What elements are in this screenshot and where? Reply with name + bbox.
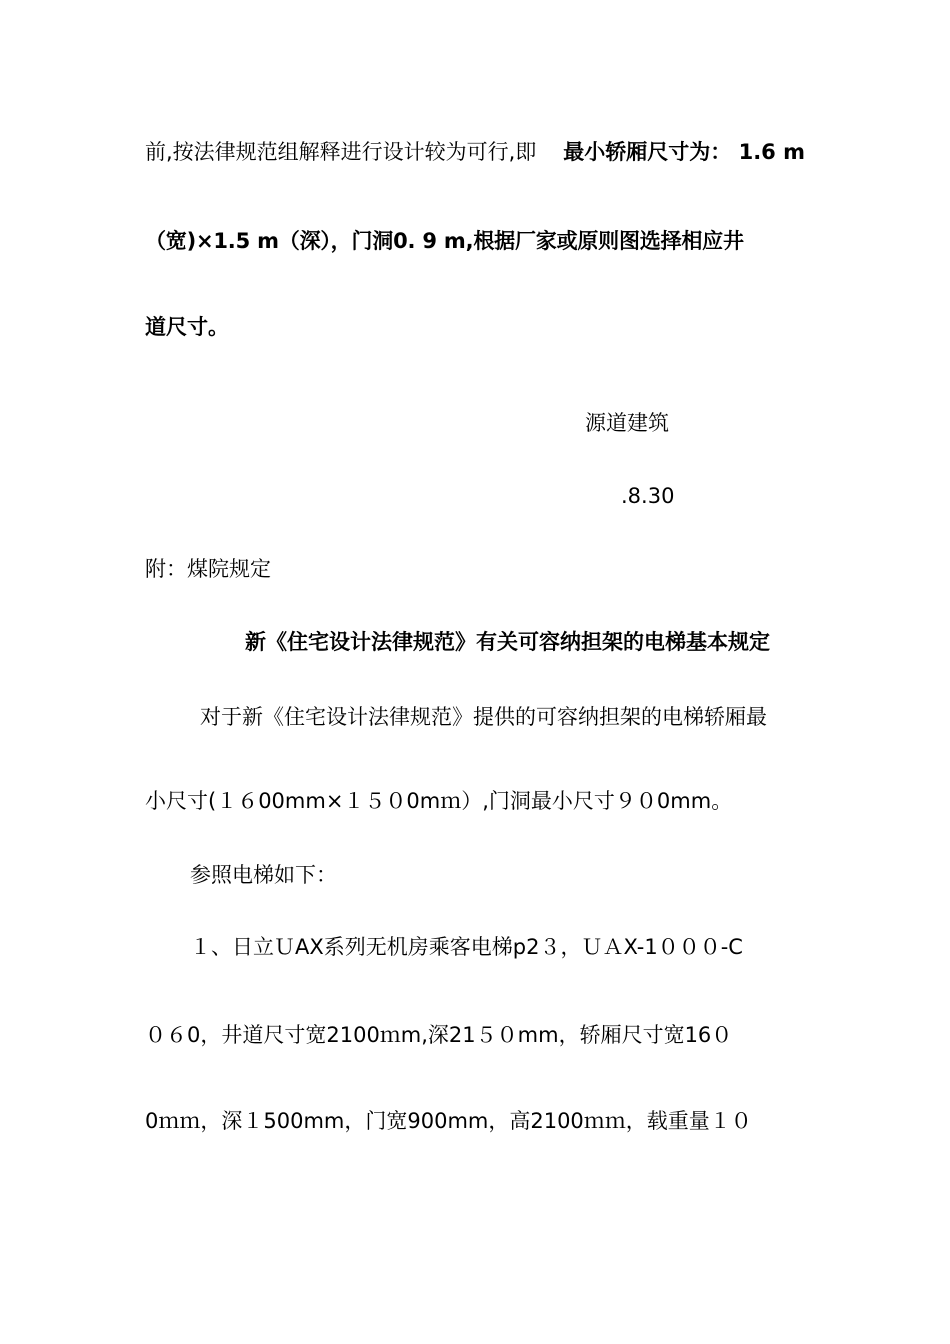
list-item-1-line-2: ０６0，井道尺寸宽2100ｍm,深21５０mm，轿厢尺寸宽16０ bbox=[145, 1023, 733, 1047]
section-title: 新《住宅设计法律规范》有关可容纳担架的电梯基本规定 bbox=[245, 630, 770, 654]
paragraph-1-line-2: （宽)×1.5 m（深），门洞0. 9 m,根据厂家或原则图选择相应井 bbox=[145, 229, 744, 253]
paragraph-2-line-1: 对于新《住宅设计法律规范》提供的可容纳担架的电梯轿厢最 bbox=[200, 705, 767, 729]
signature-date: .8.30 bbox=[621, 484, 675, 508]
list-item-1-line-3: 0ｍｍ，深１500mm，门宽900mm，高2100ｍｍ，载重量１０ bbox=[145, 1109, 752, 1133]
paragraph-1-line-1 bbox=[145, 137, 805, 167]
paragraph-1-line-1-bold-text: 最小轿厢尺寸为： 1.6 m bbox=[563, 140, 805, 164]
paragraph-1-line-3: 道尺寸。 bbox=[145, 315, 229, 339]
paragraph-3: 参照电梯如下： bbox=[190, 863, 337, 887]
paragraph-1-line-1-text: 前,按法律规范组解释进行设计较为可行,即 bbox=[145, 140, 537, 164]
paragraph-2-line-2: 小尺寸(１６00mm×１５０0mｍ）,门洞最小尺寸９０0mm。 bbox=[145, 789, 733, 813]
appendix-label: 附：煤院规定 bbox=[145, 557, 271, 581]
list-item-1-line-1: １、日立ＵAX系列无机房乘客电梯p2３，ＵＡX-1０００-C bbox=[190, 935, 743, 959]
signature-organization: 源道建筑 bbox=[585, 411, 669, 435]
